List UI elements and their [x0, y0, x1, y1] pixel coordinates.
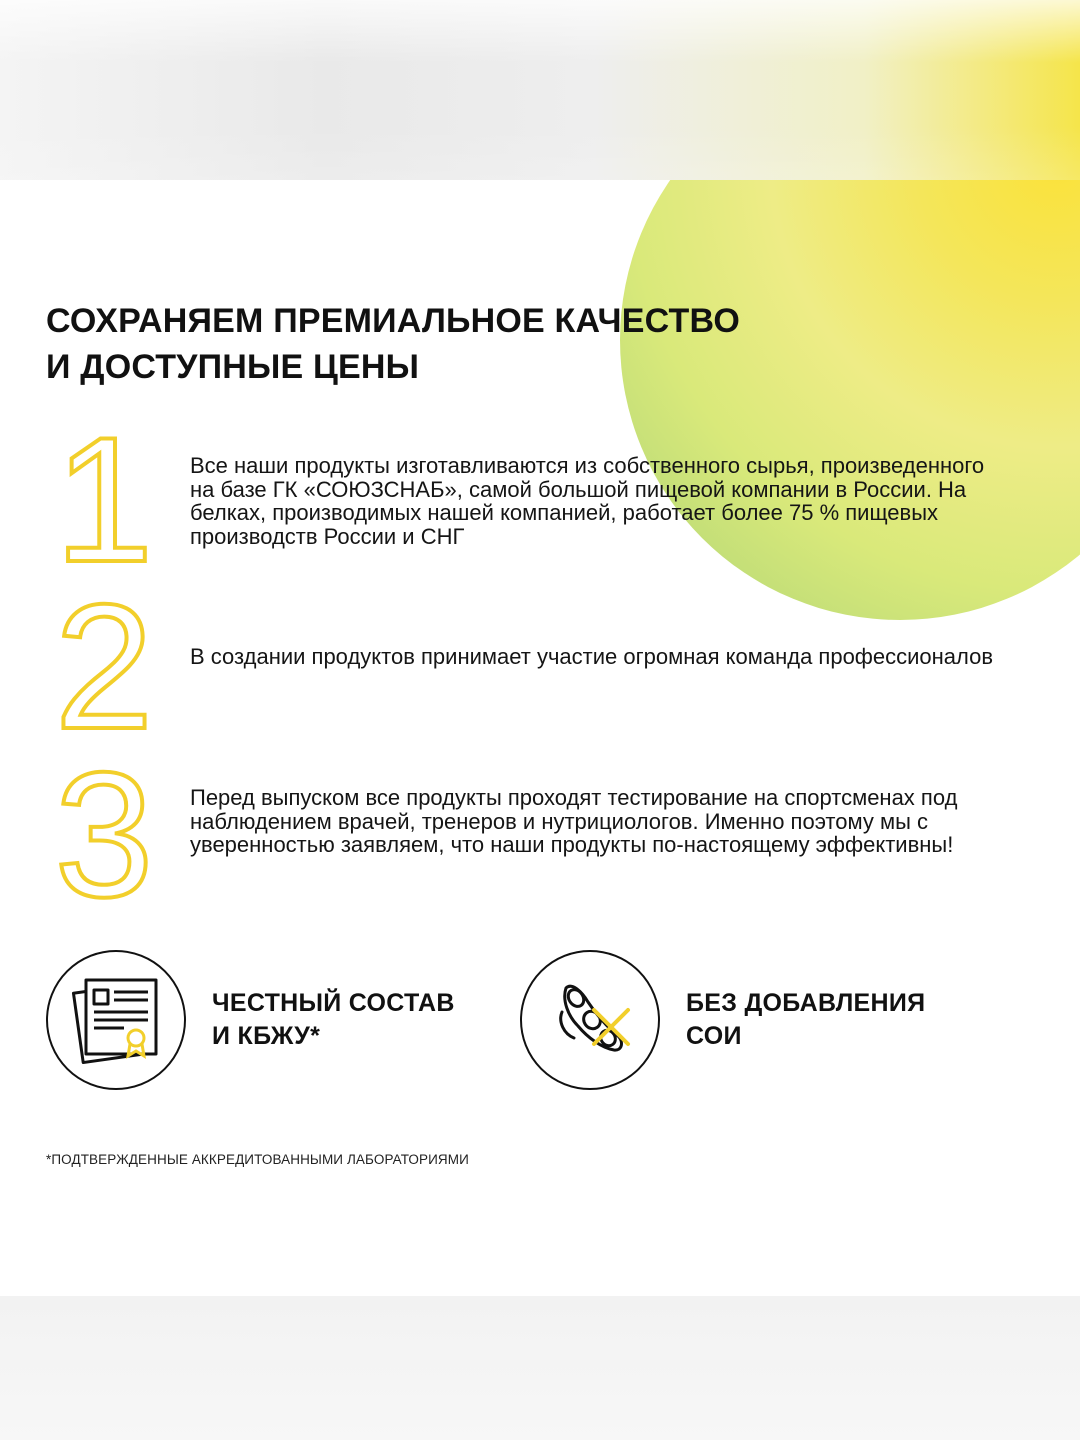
- page-title: [46, 298, 740, 390]
- title-line-1: СОХРАНЯЕМ ПРЕМИАЛЬНОЕ КАЧЕСТВО: [46, 302, 741, 340]
- no-soy-icon: [522, 952, 662, 1092]
- outline-number-3: [44, 760, 164, 900]
- decorative-circle-area: [0, 180, 1080, 660]
- footnote: *ПОДТВЕРЖДЕННЫЕ АККРЕДИТОВАННЫМИ ЛАБОРАТОРИЯМИ: [46, 1152, 469, 1167]
- badge-2-label: [686, 987, 925, 1053]
- title-line-2: И ДОСТУПНЫЕ ЦЕНЫ: [46, 348, 420, 386]
- bottom-gradient-band: [0, 1296, 1080, 1440]
- badge-1-label: [212, 987, 455, 1053]
- item-3-text: Перед выпуском все продукты проходят тестирование на спортсменах под наблюдением врачей, тренеров и нутрициологов. Именно поэтому мы с уверенностью заявляем, что наши продукты по-настоящему эффективны!: [190, 785, 958, 857]
- outline-number-1: [44, 425, 164, 565]
- certificate-badge: [46, 950, 186, 1090]
- badge-1-line-1: ЧЕСТНЫЙ СОСТАВ: [212, 989, 455, 1017]
- number-3-glyph: 3: [54, 760, 154, 900]
- top-gradient-band: [0, 0, 1080, 180]
- item-1-text: Все наши продукты изготавливаются из собственного сырья, произведенного на базе ГК «СОЮЗСНАБ», самой большой пищевой компании в России. На белках, производимых нашей компанией, работает более 75 % пищевых производств России и СНГ: [190, 453, 985, 549]
- item-2-text: В создании продуктов принимает участие огромная команда профессионалов: [190, 644, 994, 669]
- badge-2-line-2: СОИ: [686, 1022, 742, 1050]
- outline-number-2: [44, 592, 164, 732]
- no-soy-badge: [520, 950, 660, 1090]
- yellow-green-gradient-circle: [620, 180, 1080, 620]
- number-2-glyph: 2: [54, 592, 154, 732]
- number-1-glyph: 1: [54, 425, 154, 565]
- certificate-document-icon: [48, 952, 188, 1092]
- badge-1-line-2: И КБЖУ*: [212, 1022, 321, 1050]
- badge-2-line-1: БЕЗ ДОБАВЛЕНИЯ: [686, 989, 926, 1017]
